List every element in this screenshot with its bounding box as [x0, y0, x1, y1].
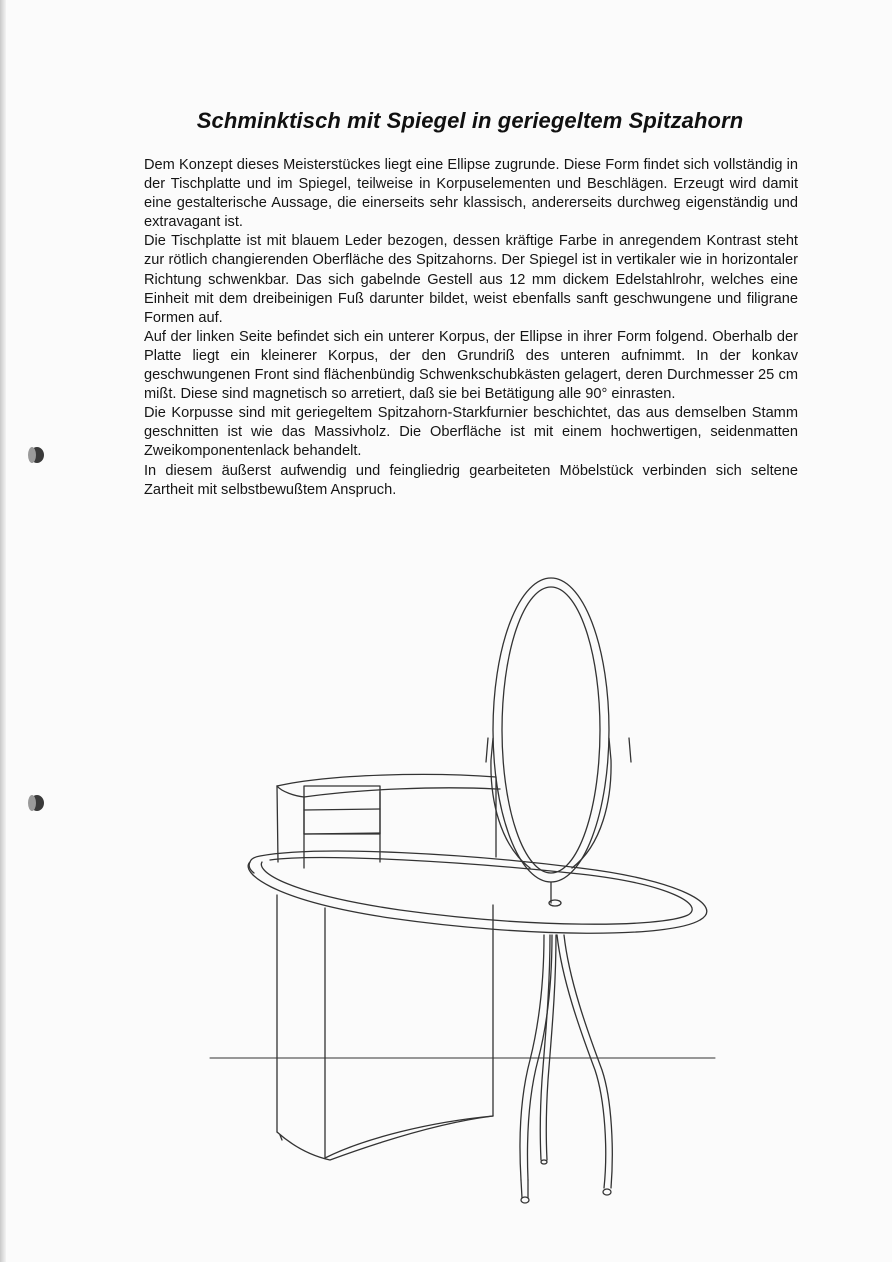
paragraph-conclusion: In diesem äußerst aufwendig und feingliedrig gearbeiteten Möbelstück verbinden sich seltene Zartheit mit selbstbewußtem Anspruch. — [144, 462, 798, 498]
punch-hole-top — [24, 445, 46, 465]
paragraph-lower-body: Auf der linken Seite befindet sich ein unterer Korpus, der Ellipse in ihrer Form folgend. Oberhalb der Platte liegt ein kleinerer Korpus, der den Grundriß des unteren aufnimmt. In der konkav geschwungenen Front sind flächenbündig Schwenkschubkästen gelagert, deren Durchmesser 25 cm mißt. Diese sind magnetisch so arretiert, daß sie bei Betätigung alle 90° einrasten. — [144, 328, 798, 403]
tubular-legs — [520, 935, 612, 1203]
lower-cabinet — [277, 895, 493, 1160]
document-title: Schminktisch mit Spiegel in geriegeltem Spitzahorn — [196, 108, 744, 133]
punch-hole-bottom — [24, 793, 46, 813]
paragraph-tabletop: Die Tischplatte ist mit blauem Leder bezogen, dessen kräftige Farbe in anregendem Kontrast steht zur rötlich changierenden Oberfläche des Spitzahorns. Der Spiegel ist in vertikaler wie in horizontaler Richtung schwenkbar. Das sich gabelnde Gestell aus 12 mm dickem Edelstahlrohr, welches eine Einheit mit dem dreibeinigen Fuß darunter bildet, weist ebenfalls sanft geschwungene und filigrane Formen auf. — [144, 233, 798, 326]
oval-mirror — [486, 578, 631, 906]
vanity-table-drawing — [200, 560, 760, 1220]
paragraph-concept: Dem Konzept dieses Meisterstückes liegt eine Ellipse zugrunde. Diese Form findet sich vollständig in der Tischplatte und im Spiegel, teilweise in Korpuselementen und Beschlägen. Erzeugt wird damit eine gestalterische Aussage, die einerseits sehr klassisch, andererseits durchweg eigenständig und extravagant ist. — [144, 157, 798, 231]
page-edge-shadow — [0, 0, 6, 1262]
document-body — [144, 156, 798, 500]
upper-cabinet — [277, 774, 500, 868]
paragraph-veneer: Die Korpusse sind mit geriegeltem Spitzahorn-Starkfurnier beschichtet, das aus demselben Stamm geschnitten ist wie das Massivholz. Die Oberfläche ist mit einem hochwertigen, seidenmatten Zweikomponentenlack behandelt. — [144, 405, 798, 460]
table-top — [248, 851, 707, 933]
